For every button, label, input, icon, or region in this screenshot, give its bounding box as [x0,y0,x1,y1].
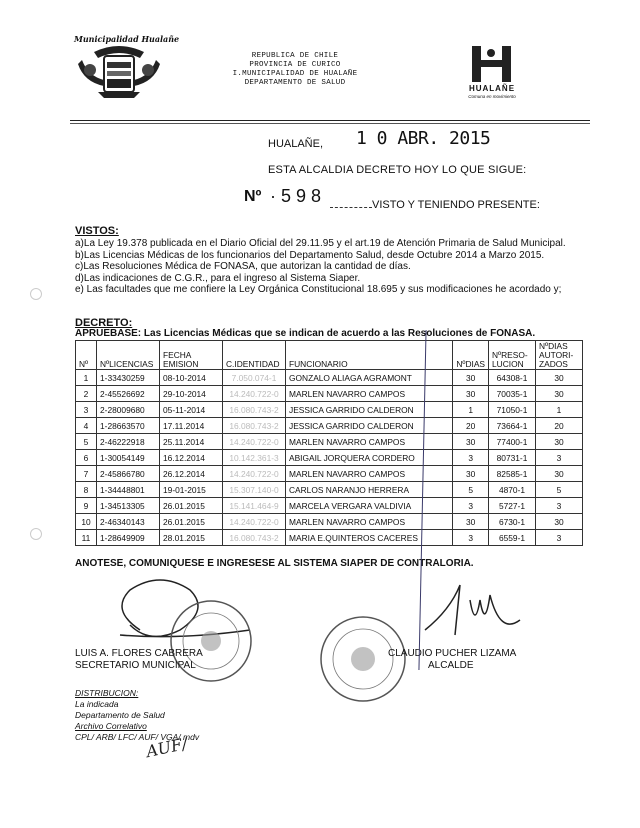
cell-autorizados: 20 [536,418,583,434]
cell-resolucion: 6559-1 [489,530,536,546]
cell-autorizados: 30 [536,370,583,386]
hualane-logo [462,44,522,84]
cell-autorizados: 3 [536,498,583,514]
cell-identidad: 7.050.074-1 [223,370,286,386]
header-divider-thin [70,123,590,124]
cell-licencia: 2-46340143 [97,514,160,530]
cell-dias: 30 [453,434,489,450]
cell-autorizados: 3 [536,530,583,546]
cell-licencia: 2-45526692 [97,386,160,402]
header-line-departamento: DEPARTAMENTO DE SALUD [244,79,346,87]
cell-fecha: 26.01.2015 [160,498,223,514]
table-row [76,482,583,498]
cell-dias: 30 [453,466,489,482]
col-header-licencias: NºLICENCIAS [97,341,160,370]
col-header-dias: NºDIAS [453,341,489,370]
right-signature [420,580,530,640]
cell-n: 2 [76,386,97,402]
col-header-n: Nº [76,341,97,370]
table-row [76,498,583,514]
vistos-item-e: e) Las facultades que me confiere la Ley Orgánica Constitucional 18.695 y sus modificaciones he acordado y; [75,284,562,295]
cell-resolucion: 6730-1 [489,514,536,530]
table-row [76,386,583,402]
cell-identidad: 14.240.722-0 [223,434,286,450]
cell-funcionario: MARLEN NAVARRO CAMPOS [286,386,453,402]
cell-dias: 3 [453,530,489,546]
cell-licencia: 1-30054149 [97,450,160,466]
decree-intro: ESTA ALCALDIA DECRETO HOY LO QUE SIGUE: [268,164,527,176]
col-header-identidad: C.IDENTIDAD [223,341,286,370]
cell-fecha: 05-11-2014 [160,402,223,418]
header-line-republica: REPUBLICA DE CHILE [251,52,339,60]
municipal-crest-text-top: Municipalidad Hualañe [74,34,180,44]
date-stamp: 1 0 ABR. 2015 [356,128,491,149]
cell-resolucion: 71050-1 [489,402,536,418]
cell-n: 6 [76,450,97,466]
cell-n: 10 [76,514,97,530]
cell-licencia: 2-46222918 [97,434,160,450]
vistos-item-b: b)Las Licencias Médicas de los funcionarios del Departamento Salud, desde Octubre 2014 a Marzo 2015. [75,249,545,261]
cell-fecha: 16.12.2014 [160,450,223,466]
cell-fecha: 19-01-2015 [160,482,223,498]
cell-dias: 1 [453,402,489,418]
distribucion-line-1: La indicada [75,699,119,709]
table-row [76,466,583,482]
cell-autorizados: 5 [536,482,583,498]
cell-funcionario: MARLEN NAVARRO CAMPOS [286,514,453,530]
cell-dias: 30 [453,386,489,402]
anotese-text: ANOTESE, COMUNIQUESE E INGRESESE AL SISTEMA SIAPER DE CONTRALORIA. [75,558,474,569]
cell-identidad: 15.141.464-9 [223,498,286,514]
col-header-autorizados: NºDIAS AUTORI-ZADOS [536,341,583,370]
cell-funcionario: JESSICA GARRIDO CALDERON [286,418,453,434]
cell-n: 3 [76,402,97,418]
cell-resolucion: 82585-1 [489,466,536,482]
cell-identidad: 16.080.743-2 [223,402,286,418]
cell-fecha: 25.11.2014 [160,434,223,450]
vistos-item-c: c)Las Resoluciones Médica de FONASA, que autorizan la cantidad de días. [75,261,411,272]
cell-resolucion: 77400-1 [489,434,536,450]
table-row [76,418,583,434]
cell-funcionario: MARLEN NAVARRO CAMPOS [286,466,453,482]
cell-n: 9 [76,498,97,514]
table-row [76,530,583,546]
cell-licencia: 2-28009680 [97,402,160,418]
cell-resolucion: 64308-1 [489,370,536,386]
cell-resolucion: 5727-1 [489,498,536,514]
cell-funcionario: JESSICA GARRIDO CALDERON [286,402,453,418]
hualane-logo-name: HUALAÑE [468,84,516,93]
handwritten-note: AUF/ [144,733,190,762]
cell-autorizados: 1 [536,402,583,418]
cell-n: 4 [76,418,97,434]
right-signer-role: ALCALDE [428,660,474,671]
col-header-resolucion: NºRESO-LUCION [489,341,536,370]
table-row [76,434,583,450]
cell-resolucion: 80731-1 [489,450,536,466]
cell-n: 1 [76,370,97,386]
cell-autorizados: 30 [536,434,583,450]
decreto-title: DECRETO: [75,317,133,329]
cell-autorizados: 30 [536,514,583,530]
cell-resolucion: 70035-1 [489,386,536,402]
left-signer-role: SECRETARIO MUNICIPAL [75,660,196,671]
cell-funcionario: ABIGAIL JORQUERA CORDERO [286,450,453,466]
cell-autorizados: 3 [536,450,583,466]
cell-licencia: 2-45866780 [97,466,160,482]
place-label: HUALAÑE, [268,138,324,150]
cell-identidad: 14.240.722-0 [223,514,286,530]
hualane-logo-tagline: Comuna en movimiento [468,94,516,99]
punch-hole-bottom [30,528,42,540]
col-header-fecha: FECHA EMISION [160,341,223,370]
cell-licencia: 1-34513305 [97,498,160,514]
cell-autorizados: 30 [536,386,583,402]
punch-hole-top [30,288,42,300]
cell-dias: 5 [453,482,489,498]
decree-number-line [330,207,372,208]
licencias-table [75,340,583,546]
cell-funcionario: MARLEN NAVARRO CAMPOS [286,434,453,450]
cell-fecha: 17.11.2014 [160,418,223,434]
cell-dias: 3 [453,498,489,514]
vistos-item-d: d)Las indicaciones de C.G.R., para el ingreso al Sistema Siaper. [75,272,361,284]
cell-autorizados: 30 [536,466,583,482]
distribucion-line-2: Departamento de Salud [75,710,165,720]
cell-funcionario: CARLOS NARANJO HERRERA [286,482,453,498]
apruebase-text: APRUEBASE: Las Licencias Médicas que se indican de acuerdo a las Resoluciones de FONASA. [75,328,536,339]
cell-n: 8 [76,482,97,498]
cell-funcionario: MARIA E.QUINTEROS CACERES [286,530,453,546]
vistos-list [75,238,566,296]
right-signer-name: CLAUDIO PUCHER LIZAMA [388,648,517,659]
cell-n: 7 [76,466,97,482]
cell-identidad: 10.142.361-3 [223,450,286,466]
header-line-provincia: PROVINCIA DE CURICO [249,61,341,69]
cell-identidad: 16.080.743-2 [223,418,286,434]
cell-licencia: 1-28663570 [97,418,160,434]
cell-fecha: 08-10-2014 [160,370,223,386]
vistos-title: VISTOS: [75,225,119,237]
cell-fecha: 28.01.2015 [160,530,223,546]
cell-fecha: 29-10-2014 [160,386,223,402]
table-row [76,370,583,386]
table-row [76,514,583,530]
col-header-funcionario: FUNCIONARIO [286,341,453,370]
table-header-row [76,341,583,370]
cell-dias: 30 [453,370,489,386]
cell-dias: 30 [453,514,489,530]
cell-n: 11 [76,530,97,546]
cell-licencia: 1-33430259 [97,370,160,386]
left-signer-name: LUIS A. FLORES CABRERA [75,648,203,659]
visto-presente: VISTO Y TENIENDO PRESENTE: [372,199,540,211]
decree-number: · 5 9 8 [270,186,322,206]
distribucion-line-3: Archivo Correlativo [75,721,147,731]
header-line-municipalidad: I.MUNICIPALIDAD DE HUALAÑE [232,70,358,78]
table-row [76,450,583,466]
cell-resolucion: 4870-1 [489,482,536,498]
vistos-item-a: a)La Ley 19.378 publicada en el Diario Oficial del 29.11.95 y el art.19 de Atención Primaria de Salud Municipal. [75,238,566,249]
cell-fecha: 26.01.2015 [160,514,223,530]
cell-identidad: 14.240.722-0 [223,386,286,402]
cell-licencia: 1-34448801 [97,482,160,498]
distribucion-title: DISTRIBUCION: [75,688,139,698]
cell-resolucion: 73664-1 [489,418,536,434]
cell-identidad: 14.240.722-0 [223,466,286,482]
header-lines [200,52,390,88]
cell-identidad: 16.080.743-2 [223,530,286,546]
decree-number-symbol: Nº [244,188,262,205]
cell-identidad: 15.307.140-0 [223,482,286,498]
header-divider [70,120,590,121]
cell-licencia: 1-28649909 [97,530,160,546]
cell-funcionario: MARCELA VERGARA VALDIVIA [286,498,453,514]
cell-fecha: 26.12.2014 [160,466,223,482]
cell-dias: 3 [453,450,489,466]
cell-n: 5 [76,434,97,450]
municipal-crest [74,40,164,110]
distribucion-line-4: CPL/ ARB/ LFC/ AUF/ VGA/ mdv [75,732,200,742]
table-row [76,402,583,418]
cell-funcionario: GONZALO ALIAGA AGRAMONT [286,370,453,386]
cell-dias: 20 [453,418,489,434]
